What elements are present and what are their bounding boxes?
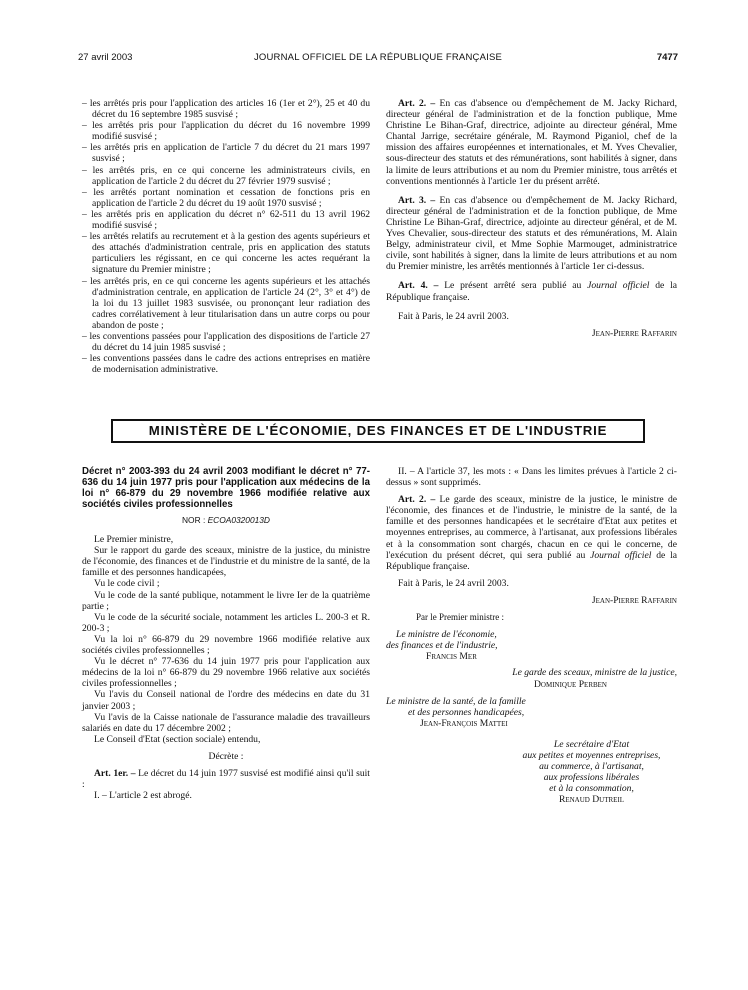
signatory-title: aux petites et moyennes entreprises, xyxy=(522,749,661,761)
signatory-title: au commerce, à l'artisanat, xyxy=(539,761,644,773)
signatory-title: Le ministre de l'économie, xyxy=(396,629,497,641)
decree-title: Décret n° 2003-393 du 24 avril 2003 modifiant le décret n° 77-636 du 14 juin 1977 pris pour l'application aux médecins de la loi n° 66-879 du 29 novembre 1966 modifiée relative aux sociétés civiles professionnelles xyxy=(82,466,370,510)
signatory-name: Renaud Dutreil xyxy=(558,794,625,806)
signatory-title: aux professions libérales xyxy=(543,772,640,784)
list-item: – les arrêtés relatifs au recrutement et à la gestion des agents supérieurs et des attachés d'administration centrale, pris en application des statuts particuliers les régissant, en ce qui concerne les actes requérant la signature du Premier ministre ; xyxy=(82,231,370,276)
signature: Jean-Pierre Raffarin xyxy=(591,327,677,339)
visa-line: Sur le rapport du garde des sceaux, ministre de la justice, du ministre de l'économie, des finances et de l'industrie et du ministre de la santé, de la famille et des personnes handicapées, xyxy=(82,545,370,579)
list-item: – les arrêtés pris pour l'application des articles 16 (1er et 2°), 25 et 40 du décret du 16 septembre 1985 susvisé ; xyxy=(82,98,370,121)
ministry-title-box xyxy=(111,419,645,443)
decree-left-column xyxy=(82,466,370,801)
nor-label: NOR : xyxy=(182,515,206,525)
ministry-title: MINISTÈRE DE L'ÉCONOMIE, DES FINANCES ET DE L'INDUSTRIE xyxy=(148,423,608,438)
article-label: Art. 2. – xyxy=(398,494,436,506)
signature-block-sante xyxy=(386,696,677,729)
article-text: En cas d'absence ou d'empêchement de M. Jacky Richard, directeur général de l'administration et de la fonction publique, de Mme Christine Le Bihan-Graf, directrice, adjointe au directeur général, et de M. Yves Chevalier, sous-directeur des statuts et des rémunérations, M. Alain Belgy, administrateur civil, et Mme Sophie Marmouget, administratrice civile, sont habilités à signer, dans la limite de leurs attributions et au nom du Premier ministre, les arrêtés mentionnés à l'article 1er ci-dessus. xyxy=(386,194,677,273)
top-right-column xyxy=(386,98,677,339)
decree-right-column xyxy=(386,466,677,805)
article-text: Le garde des sceaux, ministre de la justice, le ministre de l'économie, des finances et de l'industrie, le ministre de la santé, de la famille et des personnes handicapées et le secrétaire d'Etat aux petites et moyennes entreprises, au commerce, à l'artisanat, aux professions libérales et à la consommation sont chargés, chacun en ce qui le concerne, de l'exécution du présent décret, qui sera publié au xyxy=(386,494,677,561)
article-text: de la République française. xyxy=(386,280,678,303)
countersign-heading: Par le Premier ministre : xyxy=(416,612,504,623)
signatory-title: et des personnes handicapées, xyxy=(408,706,525,718)
visa-line: Le Premier ministre, xyxy=(94,534,174,546)
header-date: 27 avril 2003 xyxy=(78,52,133,63)
visa-line: Le Conseil d'Etat (section sociale) entendu, xyxy=(94,733,261,745)
article-1-item: I. – L'article 2 est abrogé. xyxy=(94,790,192,802)
place-date: Fait à Paris, le 24 avril 2003. xyxy=(398,577,509,589)
signature-block-justice xyxy=(386,667,677,689)
article-2-paragraph xyxy=(386,494,677,572)
signature-block-secretaire-etat xyxy=(386,739,677,806)
list-item: – les arrêtés portant nomination et cessation de fonctions pris en application de l'article 2 du décret du 19 août 1970 susvisé ; xyxy=(82,186,370,209)
signatory-name: Jean-François Mattei xyxy=(420,717,508,729)
article-text: de la République française. xyxy=(386,549,678,572)
article-label: Art. 4. – xyxy=(398,280,439,292)
journal-name: Journal officiel xyxy=(587,280,650,292)
article-4-paragraph xyxy=(386,280,677,302)
header-journal-title: JOURNAL OFFICIEL DE LA RÉPUBLIQUE FRANÇAISE xyxy=(253,52,503,63)
signatory-name: Dominique Perben xyxy=(534,678,607,690)
nor-code: ECOA0320013D xyxy=(207,515,270,525)
list-item: – les conventions passées dans le cadre des actions entreprises en matière de modernisation administrative. xyxy=(82,353,370,376)
article-text: Le présent arrêté sera publié au xyxy=(444,280,582,292)
visa-line: Vu la loi n° 66-879 du 29 novembre 1966 modifiée relative aux sociétés civiles professionnelles ; xyxy=(82,633,370,657)
list-item: – les arrêtés pris pour l'application du décret du 16 novembre 1999 modifié susvisé ; xyxy=(82,120,370,143)
signatory-title: Le secrétaire d'Etat xyxy=(553,738,630,750)
list-item: – les arrêtés pris, en ce qui concerne les administrateurs civils, en application de l'article 2 du décret du 27 février 1979 susvisé ; xyxy=(82,164,370,187)
top-left-column xyxy=(82,98,370,375)
signature-block-economie xyxy=(386,629,677,662)
signatory-title: Le garde des sceaux, ministre de la justice, xyxy=(512,667,677,679)
signatory-name: Francis Mer xyxy=(426,651,477,663)
signature: Jean-Pierre Raffarin xyxy=(591,594,677,606)
signatory-title: et à la consommation, xyxy=(549,783,634,795)
article-2-paragraph xyxy=(386,98,677,187)
visa-line: Vu le code civil ; xyxy=(94,578,160,590)
visa-line: Vu le décret n° 77-636 du 14 juin 1977 pris pour l'application aux médecins de la loi n° 66-879 du 29 novembre 1966 relative aux sociétés civiles professionnelles ; xyxy=(82,656,370,690)
page-header xyxy=(78,52,678,66)
signatory-title: Le ministre de la santé, de la famille xyxy=(386,695,526,707)
article-text: Le décret du 14 juin 1977 susvisé est modifié ainsi qu'il suit : xyxy=(82,767,370,791)
visa-line: Vu l'avis de la Caisse nationale de l'assurance maladie des travailleurs salariés en date du 17 décembre 2002 ; xyxy=(82,711,370,734)
signatory-title: des finances et de l'industrie, xyxy=(386,640,498,652)
article-label: Art. 2. – xyxy=(398,98,436,109)
nor-reference xyxy=(82,515,370,526)
journal-name: Journal officiel xyxy=(590,549,652,561)
article-1-paragraph xyxy=(82,768,370,790)
article-1-item: II. – A l'article 37, les mots : « Dans les limites prévues à l'article 2 ci-dessus » sont supprimés. xyxy=(386,466,677,489)
decrete-heading: Décrète : xyxy=(208,750,244,762)
list-item: – les arrêtés pris, en ce qui concerne les agents supérieurs et les attachés d'administration centrale, en application de l'article 24 (2°, 3° et 4°) de la loi du 13 juillet 1983 susvisée, ou prononçant leur radiation des cadres corrélativement à leur titularisation dans un autre corps ou pour abandon de poste ; xyxy=(82,275,370,331)
list-item: – les arrêtés pris en application du décret n° 62-511 du 13 avril 1962 modifié susvisé ; xyxy=(82,208,370,232)
visa-line: Vu le code de la santé publique, notamment le livre Ier de la quatrième partie ; xyxy=(82,589,370,612)
visa-line: Vu l'avis du Conseil national de l'ordre des médecins en date du 31 janvier 2003 ; xyxy=(82,689,370,712)
article-label: Art. 1er. – xyxy=(94,767,136,779)
article-3-paragraph xyxy=(386,195,677,273)
header-page-number: 7477 xyxy=(656,52,678,63)
article-label: Art. 3. – xyxy=(398,194,436,206)
place-date: Fait à Paris, le 24 avril 2003. xyxy=(398,310,509,322)
visa-line: Vu le code de la sécurité sociale, notamment les articles L. 200-3 et R. 200-3 ; xyxy=(82,611,370,634)
list-item: – les conventions passées pour l'application des dispositions de l'article 27 du décret du 14 juin 1985 susvisé ; xyxy=(82,330,370,354)
article-text: En cas d'absence ou d'empêchement de M. Jacky Richard, directeur général de l'administration et de la fonction publique, Mme Christine Le Bihan-Graf, directrice, adjointe au directeur général, Mme Chantal Jarrige, secrétaire générale, M. Raymond Piganiol, chef de la mission des affaires européennes et internationales, et M. Yves Chevalier, sous-directeur des statuts et des rémunérations, sont habilités à signer, dans la limite de leurs attributions et au nom du Premier ministre, tous arrêtés et conventions mentionnés à l'article 1er du présent arrêté. xyxy=(386,98,677,187)
list-item: – les arrêtés pris en application de l'article 7 du décret du 21 mars 1997 susvisé ; xyxy=(82,142,370,165)
